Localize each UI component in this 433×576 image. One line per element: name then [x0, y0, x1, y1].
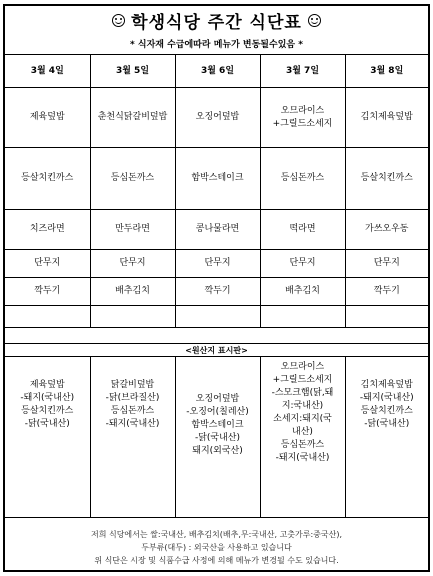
origin-cell [345, 357, 428, 517]
origin-line: -돼지(국내산) [105, 419, 160, 429]
menu-row [5, 88, 428, 148]
origin-cell [260, 357, 345, 517]
menu-cell [175, 306, 260, 328]
origin-line: 오므라이스 [280, 362, 325, 372]
menu-cell: 춘천식닭갈비덮밥 [90, 88, 175, 148]
origin-line: 내산) [292, 427, 313, 437]
smiley-icon [112, 14, 125, 27]
origin-line: +그릴드소세지 [272, 375, 333, 385]
origin-line: 소세지:돼지(국 [273, 414, 332, 424]
origin-line: -닭(국내산) [364, 419, 410, 429]
menu-item-line: +그릴드소세지 [272, 118, 333, 129]
menu-cell: 함박스테이크 [175, 148, 260, 210]
date-header-cell: 3월 5일 [90, 55, 175, 88]
date-header-cell: 3월 8일 [345, 55, 428, 88]
origin-table [5, 357, 428, 517]
date-header-row [5, 55, 428, 88]
menu-cell: 등심돈까스 [260, 148, 345, 210]
menu-cell [260, 306, 345, 328]
origin-line: -돼지(국내산) [359, 393, 414, 403]
origin-line: -돼지(국내산) [20, 393, 75, 403]
supply-notice: * 식자재 수급에따라 메뉴가 변동될수있음 * [130, 39, 303, 50]
footer-line: 두부류(대두) : 외국산을 사용하고 있습니다 [141, 543, 292, 552]
origin-line: -스모크햄(닭,돼 [271, 388, 334, 398]
origin-cell [90, 357, 175, 517]
origin-line: -돼지(국내산) [275, 453, 330, 463]
menu-cell: 등살치킨까스 [5, 148, 90, 210]
origin-line: 돼지(외국산) [192, 446, 243, 456]
origin-banner: <원산지 표시판> [5, 343, 428, 357]
origin-cell [5, 357, 90, 517]
menu-cell: 배추김치 [260, 278, 345, 306]
menu-cell: 제육덮밥 [5, 88, 90, 148]
date-header-cell: 3월 4일 [5, 55, 90, 88]
weekly-menu-sheet [3, 4, 430, 572]
origin-line: 김치제육덮밥 [360, 380, 413, 390]
menu-cell: 단무지 [5, 250, 90, 278]
menu-cell: 떡라면 [260, 210, 345, 250]
menu-cell: 깍두기 [5, 278, 90, 306]
menu-cell [345, 306, 428, 328]
origin-line: 제육덮밥 [29, 380, 65, 390]
origin-line: 오징어덮밥 [195, 394, 240, 404]
origin-cell [175, 357, 260, 517]
menu-cell: 가쓰오우동 [345, 210, 428, 250]
page-title-text: 학생식당 주간 식단표 [131, 12, 302, 33]
menu-cell: 치즈라면 [5, 210, 90, 250]
menu-cell: 단무지 [175, 250, 260, 278]
menu-item-line: 오므라이스 [280, 105, 325, 116]
menu-cell: 김치제육덮밥 [345, 88, 428, 148]
origin-line: -오징어(칠레산) [186, 407, 249, 417]
date-header-cell: 3월 6일 [175, 55, 260, 88]
origin-line: 등심돈까스 [280, 440, 325, 450]
origin-line: 닭갈비덮밥 [110, 380, 155, 390]
menu-cell: 배추김치 [90, 278, 175, 306]
menu-cell: 단무지 [345, 250, 428, 278]
origin-line: 지:국내산) [281, 401, 324, 411]
origin-line: -닭(브라질산) [105, 393, 160, 403]
footer-line: 저희 식당에서는 쌀:국내산, 배추김치(배추,무:국내산, 고춧가루:중국산), [90, 530, 343, 539]
menu-cell: 단무지 [90, 250, 175, 278]
origin-line: -닭(국내산) [24, 419, 70, 429]
menu-cell: 등살치킨까스 [345, 148, 428, 210]
menu-row [5, 210, 428, 250]
page-title [5, 6, 428, 34]
menu-cell: 단무지 [260, 250, 345, 278]
origin-line: 등심돈까스 [110, 406, 155, 416]
menu-row [5, 306, 428, 328]
menu-row [5, 148, 428, 210]
menu-cell: 등심돈까스 [90, 148, 175, 210]
menu-table [5, 54, 428, 328]
footer-note [5, 517, 428, 572]
menu-cell: 깍두기 [175, 278, 260, 306]
origin-line: 등살치킨까스 [360, 406, 413, 416]
menu-cell: 깍두기 [345, 278, 428, 306]
origin-line: 함박스테이크 [191, 420, 244, 430]
menu-cell [260, 88, 345, 148]
menu-row [5, 278, 428, 306]
date-header-cell: 3월 7일 [260, 55, 345, 88]
footer-line: 위 식단은 시장 및 식품수급 사정에 의해 메뉴가 변경될 수도 있습니다. [94, 556, 339, 565]
menu-row [5, 250, 428, 278]
menu-cell: 만두라면 [90, 210, 175, 250]
origin-line: 등살치킨까스 [21, 406, 74, 416]
menu-cell: 콩나물라면 [175, 210, 260, 250]
menu-cell: 오징어덮밥 [175, 88, 260, 148]
menu-cell [90, 306, 175, 328]
smiley-icon [308, 14, 321, 27]
menu-cell [5, 306, 90, 328]
origin-line: -닭(국내산) [194, 433, 241, 443]
